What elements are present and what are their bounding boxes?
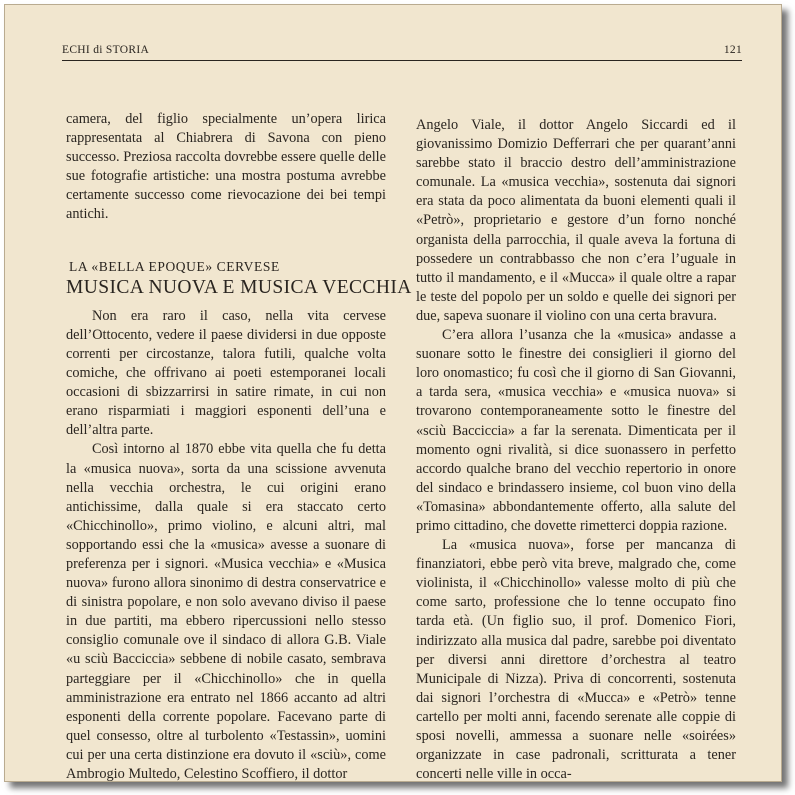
paragraph: C’era allora l’usanza che la «musica» andasse a suonare sotto le finestre dei consiglieri il giorno del loro onomastico; fu così che il giorno di San Giovanni, a tarda sera, «musica vecchia» e «musica nuova» si trovarono contemporaneamente sotto le finestre del «sciù Bacciccia» a far la serenata. Dimenticata per il momento ogni rivalità, si dice suonassero in perfetto accordo qualche brano del vecchio repertorio in onore del sindaco e brindassero insieme, col buon vino della «Tomasina» abbondantemente offerto, alla salute del primo cittadino, che dovette rimetterci doppia razione. bbox=[416, 327, 736, 534]
intro-paragraph: camera, del figlio specialmente un’opera lirica rappresentata al Chiabrera di Savona con pieno successo. Preziosa raccolta dovrebbe essere quelle delle sue fotografie artistiche: una mostra postuma avrebbe certamente successo come rievocazione dei bei tempi antichi. bbox=[66, 111, 386, 223]
paragraph: Così intorno al 1870 ebbe vita quella che fu detta la «musica nuova», sorta da una scissione avvenuta nella vecchia orchestra, le cui origini erano antichissime, dalla quale si era staccato certo «Chicchinollo», primo violino, e alcuni altri, mal sopportando essi che la «musica» avesse a suonare di preferenza per i signori. «Musica vecchia» e «Musica nuova» furono allora sinonimo di destra conservatrice e di sinistra popolare, e non solo avevano diviso il paese in due partiti, ma ebbero ripercussioni nello stesso consiglio comunale ove il sindaco di allora G.B. Viale «u sciù Bacciccia» sebbene di nobile casato, sembrava parteggiare per il «Chicchinollo» che in quella amministrazione era entrato nel 1866 accanto ad altri esponenti della corrente popolare. Facevano parte di quel consesso, oltre al turbolento «Testassin», uomini cui per una certa distinzione era dovuto il «sciù», come Ambrogio Multedo, Celestino Scoffiero, il dottor bbox=[66, 441, 386, 782]
paragraph: La «musica nuova», forse per mancanza di finanziatori, ebbe però vita breve, malgrado che, come violinista, il «Chicchinollo» valesse molto di più che come sarto, professione che lo tenne occupato fino tarda età. (Un figlio suo, il prof. Domenico Fiori, indirizzato alla musica dal padre, sarebbe poi diventato per diversi anni direttore d’orchestra al teatro Municipale di Nizza). Priva di concorrenti, sostenuta dai signori l’orchestra di «Mucca» e «Petrò» tenne cartello per molti anni, facendo serenate alle coppie di sposi novelli, ammessa a suonare nelle «soirées» organizzate in case padronali, scritturata a tener concerti nelle ville in occa- bbox=[416, 537, 736, 782]
journal-title: ECHI di STORIA bbox=[62, 44, 150, 56]
left-column bbox=[66, 110, 412, 782]
section-kicker: LA «BELLA EPOQUE» CERVESE bbox=[69, 258, 280, 274]
paragraph: Non era raro il caso, nella vita cervese dell’Ottocento, vedere il paese dividersi in due opposte correnti per circostanze, talora futili, qualche volta comiche, che offrivano ai poeti estemporanei locali occasioni di sbizzarrirsi in satire rimate, in cui non erano risparmiati i maggiori esponenti dell’una e dell’altra parte. bbox=[66, 307, 386, 439]
book-page bbox=[4, 4, 782, 782]
page-number: 121 bbox=[723, 44, 742, 56]
running-header bbox=[62, 44, 742, 61]
right-column bbox=[416, 116, 736, 782]
paragraph: Angelo Viale, il dottor Angelo Siccardi ed il giovanissimo Domizio Defferrari che per quarant’anni sarebbe stato il braccio destro dell’amministrazione comunale. La «musica vecchia», sostenuta dai signori era stata da poco alimentata da buoni elementi quali il «Petrò», proprietario e gestore d’un forno nonché organista della parrocchia, il quale aveva la fortuna di possedere un contrabbasso che non c’era l’uguale in tutto il mandamento, e il «Mucca» il quale oltre a rapar le teste del popolo per un soldo e quelle dei signori per due, sapeva suonare il violino con una certa bravura. bbox=[416, 117, 736, 324]
section-title: MUSICA NUOVA E MUSICA VECCHIA bbox=[66, 276, 412, 298]
